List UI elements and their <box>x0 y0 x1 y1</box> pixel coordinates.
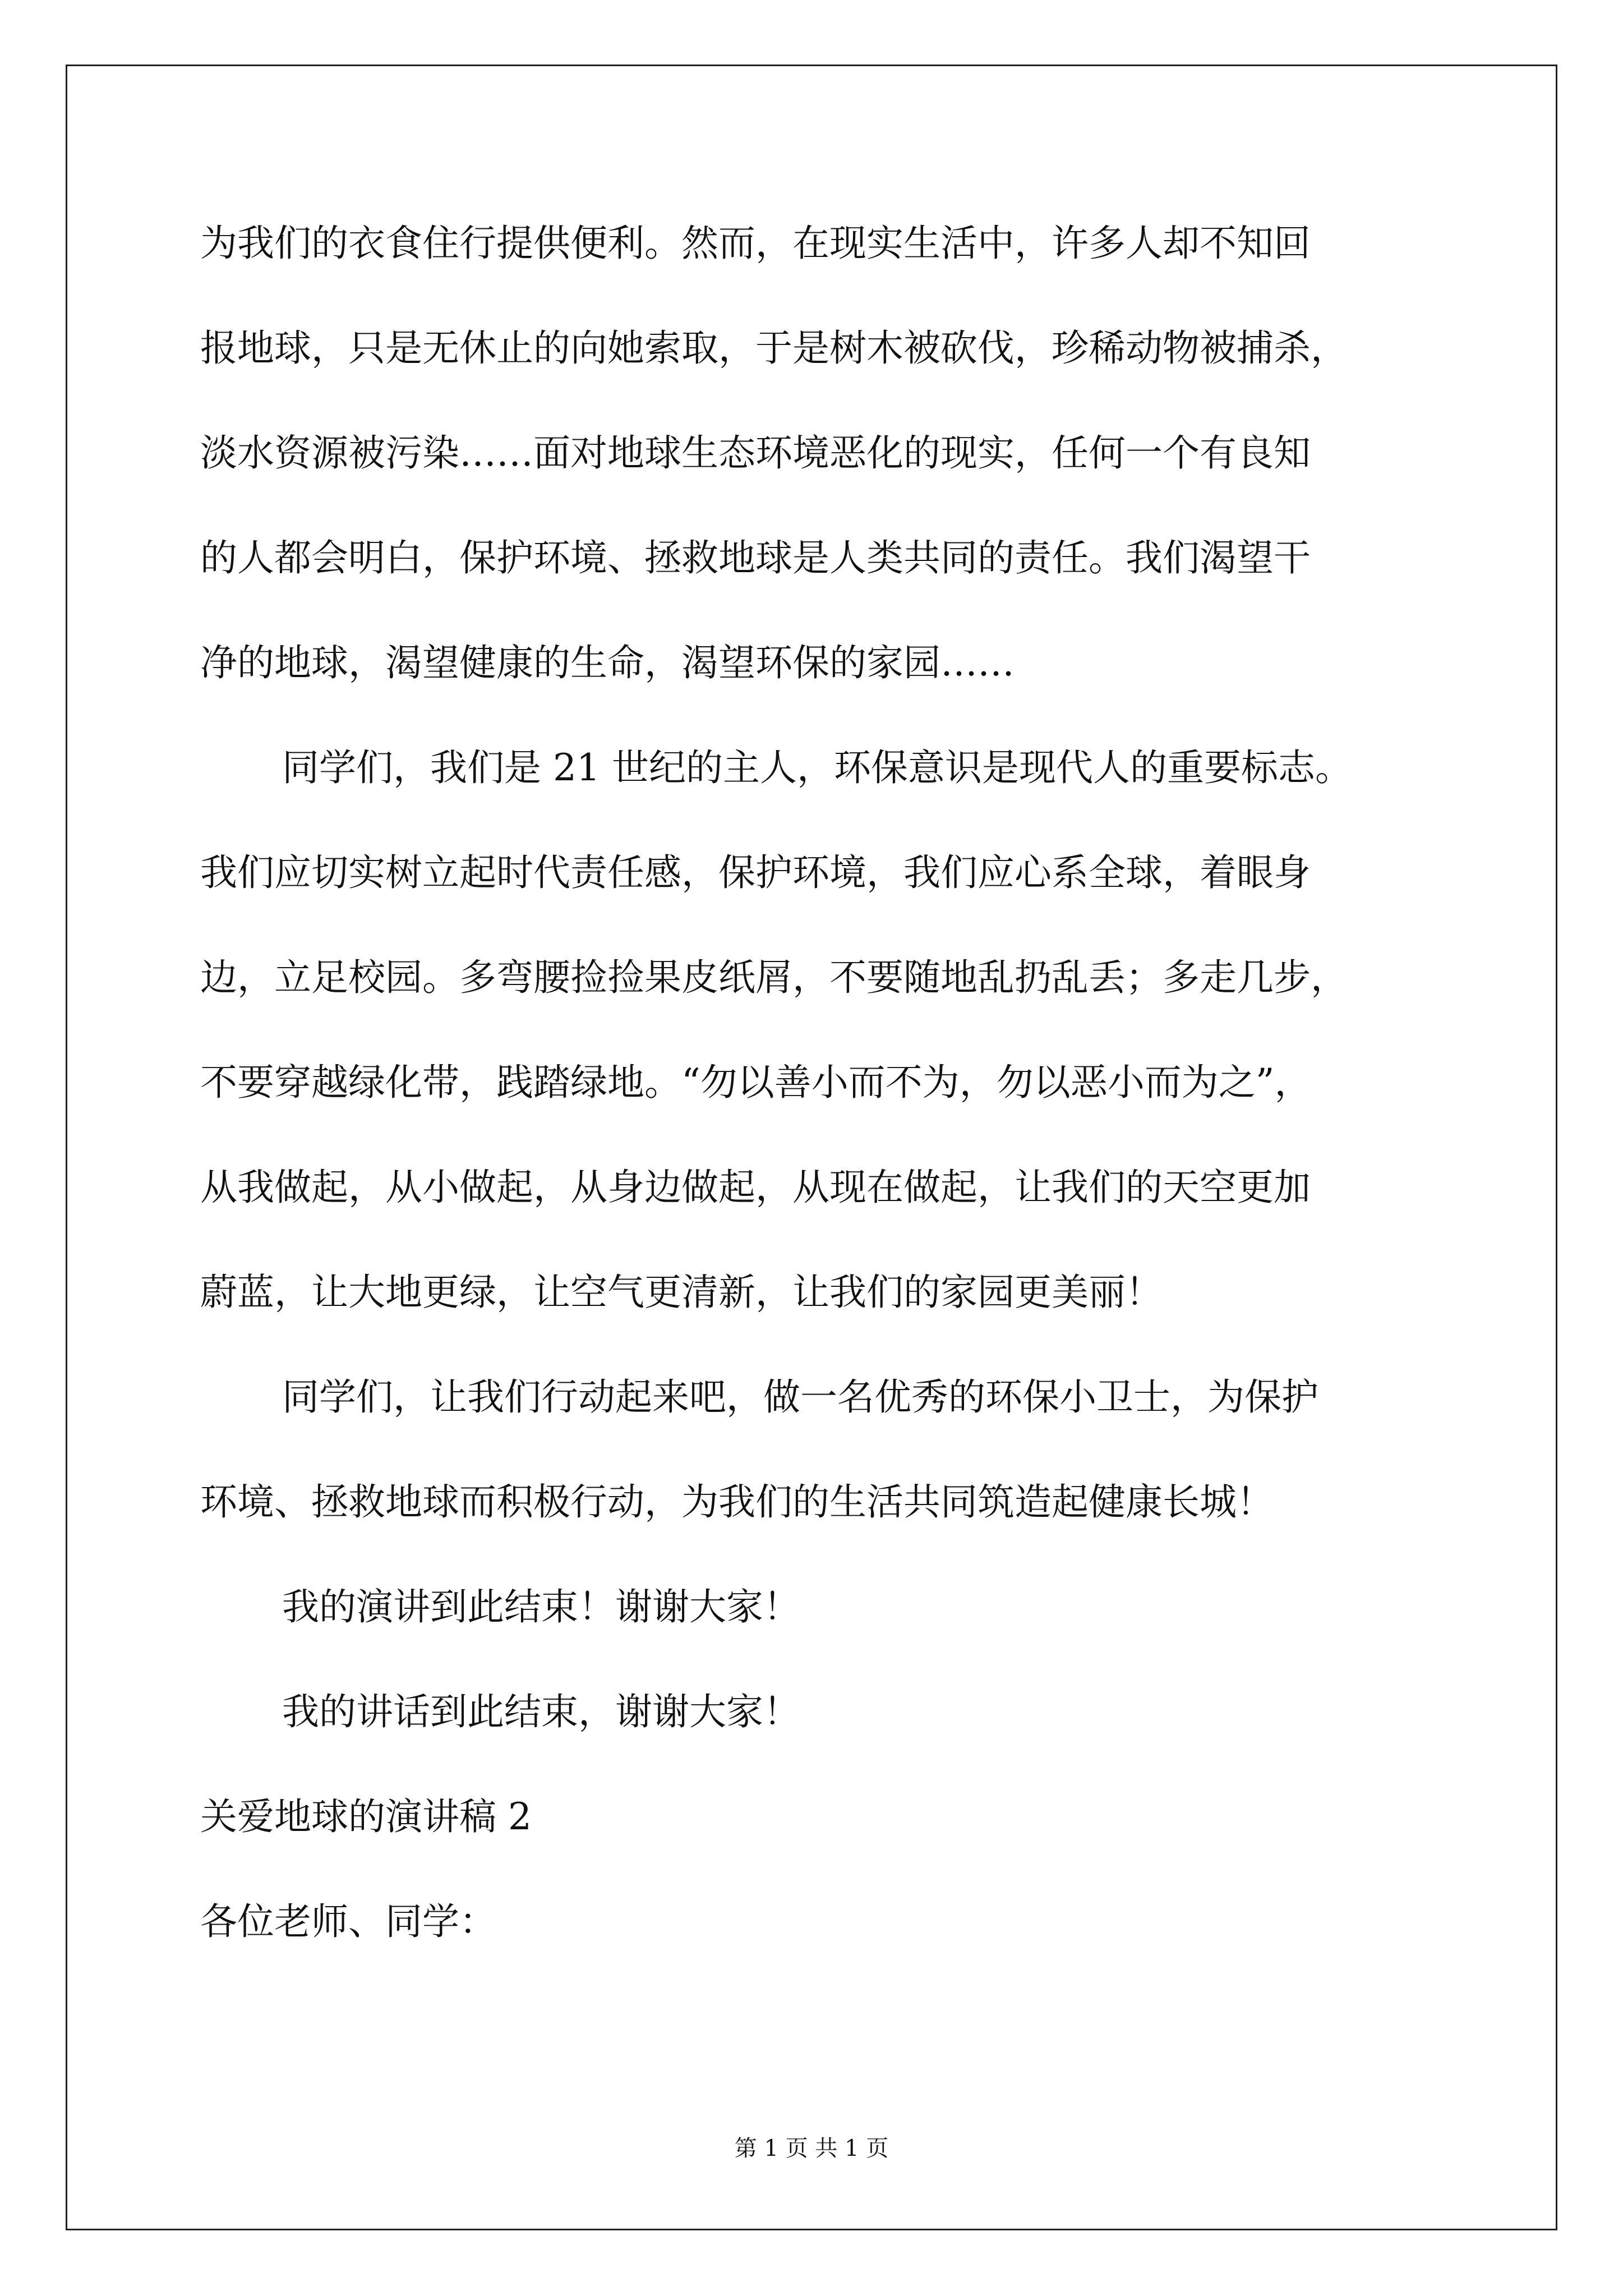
text-line: 净的地球，渴望健康的生命，渴望环保的家园…… <box>200 641 1015 684</box>
text-line: 淡水资源被污染……面对地球生态环境恶化的现实，任何一个有良知 <box>200 431 1311 475</box>
text-line: 蔚蓝，让大地更绿，让空气更清新，让我们的家园更美丽！ <box>200 1271 1163 1314</box>
closing-line: 我的演讲到此结束！谢谢大家！ <box>282 1585 800 1628</box>
closing-line: 我的讲话到此结束，谢谢大家！ <box>282 1690 800 1733</box>
text-line: 环境、拯救地球而积极行动，为我们的生活共同筑造起健康长城！ <box>200 1480 1274 1524</box>
salutation: 各位老师、同学： <box>200 1900 496 1943</box>
page-footer: 第 1 页 共 1 页 <box>734 2136 889 2161</box>
paragraph-start-line: 同学们，让我们行动起来吧，做一名优秀的环保小卫士，为保护 <box>282 1375 1318 1419</box>
text-line: 为我们的衣食住行提供便利。然而，在现实生活中，许多人却不知回 <box>200 222 1311 265</box>
text-line: 边，立足校园。多弯腰捡捡果皮纸屑，不要随地乱扔乱丢；多走几步， <box>200 956 1348 999</box>
text-line: 从我做起，从小做起，从身边做起，从现在做起，让我们的天空更加 <box>200 1166 1311 1209</box>
text-line: 的人都会明白，保护环境、拯救地球是人类共同的责任。我们渴望干 <box>200 536 1311 579</box>
section-title: 关爱地球的演讲稿 2 <box>200 1795 532 1838</box>
paragraph-start-line: 同学们，我们是 21 世纪的主人，环保意识是现代人的重要标志。 <box>282 746 1352 789</box>
text-line: 我们应切实树立起时代责任感，保护环境，我们应心系全球，着眼身 <box>200 851 1311 894</box>
document-body <box>200 191 1434 1974</box>
text-line: 报地球，只是无休止的向她索取，于是树木被砍伐，珍稀动物被捕杀， <box>200 326 1348 370</box>
text-line: 不要穿越绿化带，践踏绿地。“勿以善小而不为，勿以恶小而为之”， <box>200 1061 1312 1104</box>
